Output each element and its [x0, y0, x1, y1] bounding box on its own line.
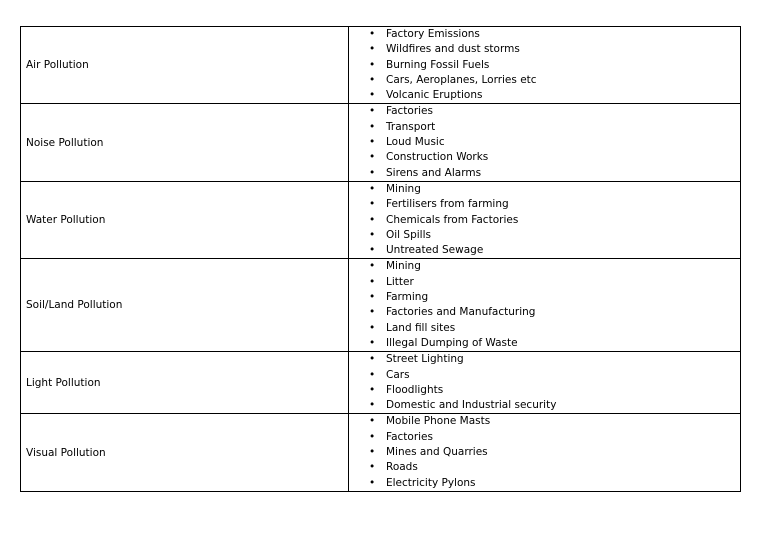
causes-list	[349, 182, 740, 258]
causes-cell	[349, 181, 741, 258]
causes-cell	[349, 414, 741, 491]
causes-cell	[349, 352, 741, 414]
list-item: • Untreated Sewage	[349, 243, 740, 258]
list-item: • Cars	[349, 368, 740, 383]
causes-list	[349, 104, 740, 180]
list-item: • Loud Music	[349, 135, 740, 150]
list-item: • Litter	[349, 275, 740, 290]
list-item: • Mining	[349, 182, 740, 197]
causes-list	[349, 27, 740, 103]
table-row	[21, 259, 741, 352]
list-item: • Factories	[349, 104, 740, 119]
list-item: • Mobile Phone Masts	[349, 414, 740, 429]
pollution-type-label: Noise Pollution	[26, 136, 104, 149]
list-item: • Construction Works	[349, 150, 740, 165]
list-item: • Floodlights	[349, 383, 740, 398]
list-item: • Factory Emissions	[349, 27, 740, 42]
pollution-type-label: Water Pollution	[26, 214, 106, 227]
list-item: • Wildfires and dust storms	[349, 42, 740, 57]
list-item: • Fertilisers from farming	[349, 197, 740, 212]
causes-cell	[349, 27, 741, 104]
pollution-type-cell	[21, 352, 349, 414]
list-item: • Factories	[349, 430, 740, 445]
list-item: • Cars, Aeroplanes, Lorries etc	[349, 73, 740, 88]
list-item: • Oil Spills	[349, 228, 740, 243]
causes-list	[349, 414, 740, 490]
pollution-type-label: Air Pollution	[26, 59, 89, 72]
pollution-type-cell	[21, 104, 349, 181]
pollution-type-label: Visual Pollution	[26, 446, 106, 459]
list-item: • Mines and Quarries	[349, 445, 740, 460]
table-row	[21, 414, 741, 491]
list-item: • Volcanic Eruptions	[349, 88, 740, 103]
table-row	[21, 27, 741, 104]
table-row	[21, 352, 741, 414]
list-item: • Domestic and Industrial security	[349, 398, 740, 413]
list-item: • Roads	[349, 460, 740, 475]
list-item: • Mining	[349, 259, 740, 274]
pollution-type-cell	[21, 27, 349, 104]
pollution-type-label: Light Pollution	[26, 376, 101, 389]
list-item: • Farming	[349, 290, 740, 305]
pollution-type-cell	[21, 259, 349, 352]
list-item: • Land fill sites	[349, 321, 740, 336]
list-item: • Electricity Pylons	[349, 476, 740, 491]
causes-cell	[349, 259, 741, 352]
list-item: • Transport	[349, 120, 740, 135]
pollution-type-cell	[21, 414, 349, 491]
causes-list	[349, 352, 740, 413]
table-row	[21, 181, 741, 258]
pollution-type-label: Soil/Land Pollution	[26, 299, 123, 312]
pollution-type-cell	[21, 181, 349, 258]
list-item: • Chemicals from Factories	[349, 213, 740, 228]
list-item: • Sirens and Alarms	[349, 166, 740, 181]
list-item: • Street Lighting	[349, 352, 740, 367]
causes-cell	[349, 104, 741, 181]
table-row	[21, 104, 741, 181]
list-item: • Burning Fossil Fuels	[349, 58, 740, 73]
list-item: • Factories and Manufacturing	[349, 305, 740, 320]
causes-list	[349, 259, 740, 351]
list-item: • Illegal Dumping of Waste	[349, 336, 740, 351]
pollution-table	[20, 26, 741, 492]
pollution-table-body	[21, 27, 741, 492]
